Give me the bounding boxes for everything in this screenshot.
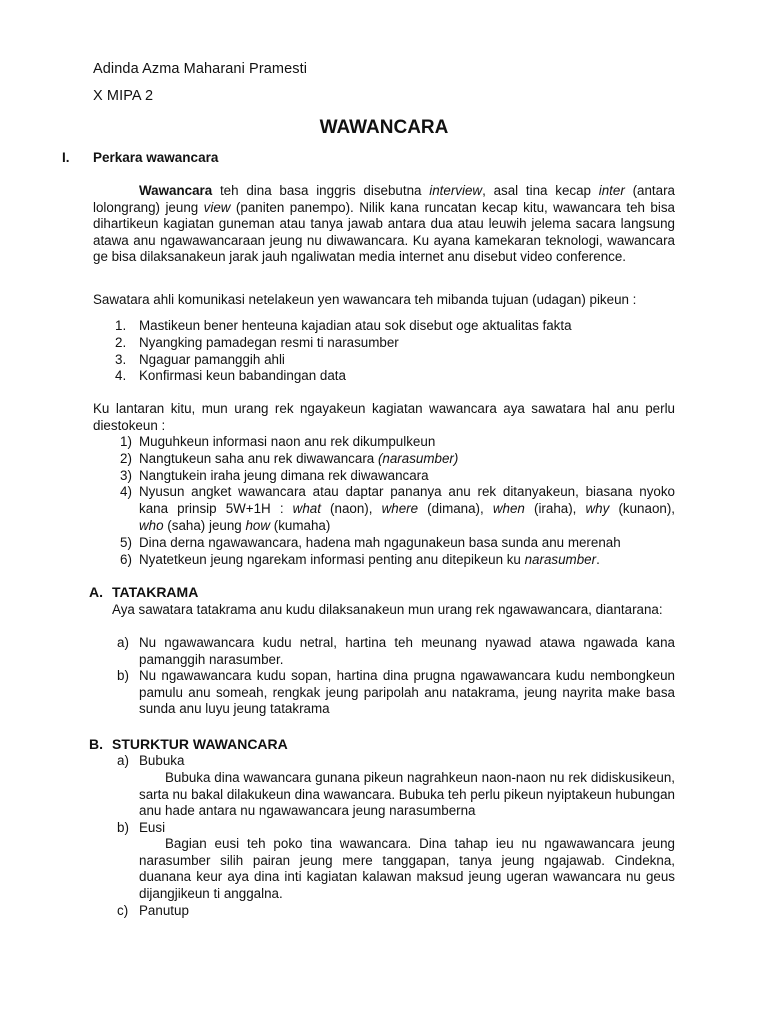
steps-list	[93, 434, 683, 568]
section-a-item-marker: b)	[117, 668, 129, 683]
list-item: 2. Nyangking pamadegan resmi ti narasumber	[115, 334, 399, 350]
section-b-part-body: Bagian eusi teh poko tina wawancara. Dina tahap ieu nu ngawawancara jeung narasumber silih pairan jeung mere tanggapan, tanya jeung ngajawab. Cindekna, duanana keur aya dina inti kagiatan kalawan maksud jeung ugeran wawancara nu geus dijangjikeun ti anggalna.	[139, 836, 675, 901]
purpose-list	[93, 318, 683, 385]
list-item: 1) Muguhkeun informasi naon anu rek dikumpulkeun	[120, 434, 436, 449]
list-item: 6) Nyatetkeun jeung ngarekam informasi penting anu ditepikeun ku narasumber.	[120, 551, 600, 567]
section-number: I.	[62, 150, 70, 165]
list-item: 3) Nangtukein iraha jeung dimana rek diwawancara	[120, 467, 429, 483]
list-item: 3. Ngaguar pamanggih ahli	[115, 351, 285, 367]
list-item: 4) Nyusun angket wawancara atau daptar pananya anu rek ditanyakeun, biasana nyoko kana prinsip 5W+1H : what (naon), where (dimana), when (iraha), why (kunaon), who (saha) jeung how (kumaha)	[120, 484, 676, 533]
section-a-item-text: Nu ngawawancara kudu netral, hartina teh meunang nyawad atawa ngawada kana pamanggih narasumber.	[139, 635, 675, 667]
section-b-letter: B.	[89, 736, 103, 752]
intro-term: Wawancara	[139, 183, 213, 198]
section-b-part-label: Eusi	[139, 820, 166, 835]
section-title: Perkara wawancara	[93, 150, 219, 165]
list-item: 5) Dina derna ngawawancara, hadena mah ngagunakeun basa sunda anu merenah	[120, 534, 621, 550]
section-b-part-label: Panutup	[139, 903, 189, 918]
section-a-item-marker: a)	[117, 635, 129, 650]
list-item: 1. Mastikeun bener henteuna kajadian atau sok disebut oge aktualitas fakta	[115, 318, 572, 333]
section-a-lead: Aya sawatara tatakrama anu kudu dilaksanakeun mun urang rek ngawawancara, diantarana:	[112, 602, 663, 617]
author-name: Adinda Azma Maharani Pramesti	[93, 61, 308, 77]
purpose-lead: Sawatara ahli komunikasi netelakeun yen wawancara teh mibanda tujuan (udagan) pikeun :	[93, 292, 637, 307]
list-item: 4. Konfirmasi keun babandingan data	[115, 368, 346, 384]
section-b-part-marker: b)	[117, 820, 129, 835]
section-a-item-text: Nu ngawawancara kudu sopan, hartina dina prugna ngawawancara kudu nembongkeun pamulu anu someah, rengkak jeung paripolah anu natakrama, jeung nayrita make basa sunda anu luyu jeung tatakrama	[139, 668, 675, 717]
intro-paragraph: Wawancara teh dina basa inggris disebutna interview, asal tina kecap inter (antara lolongrang) jeung view (paniten panempo). Nilik kana runcatan kecap kitu, wawancara teh bisa dihartikeun kagiatan guneman atau tanya jawab antara dua atau leuwih jelema sacara langsung atawa anu ngawawancaraan jeung nu diwawancara. Ku ayana kamekaran teknologi, wawancara ge bisa dilaksanakeun jarak jauh ngaliwatan media internet anu disebut video conference.	[93, 183, 676, 265]
section-a-letter: A.	[89, 584, 103, 600]
section-b-part-body: Bubuka dina wawancara gunana pikeun nagrahkeun naon-naon nu rek didiskusikeun, sarta nu bakal dilakukeun dina wawancara. Bubuka teh perlu pikeun nyiptakeun hubungan anu hade antara nu ngawawancara jeung narasumberna	[139, 770, 676, 819]
section-b-part-label: Bubuka	[139, 753, 185, 768]
class-label: X MIPA 2	[93, 88, 154, 104]
list-item: 2) Nangtukeun saha anu rek diwawancara (narasumber)	[120, 450, 459, 466]
section-b-part-marker: a)	[117, 753, 129, 768]
section-b-title: STURKTUR WAWANCARA	[112, 736, 288, 752]
page-title: WAWANCARA	[319, 117, 449, 138]
section-b-part-marker: c)	[117, 903, 129, 918]
section-a-title: TATAKRAMA	[112, 584, 199, 600]
steps-lead: Ku lantaran kitu, mun urang rek ngayakeun kagiatan wawancara aya sawatara hal anu perlu diestokeun :	[93, 401, 675, 433]
